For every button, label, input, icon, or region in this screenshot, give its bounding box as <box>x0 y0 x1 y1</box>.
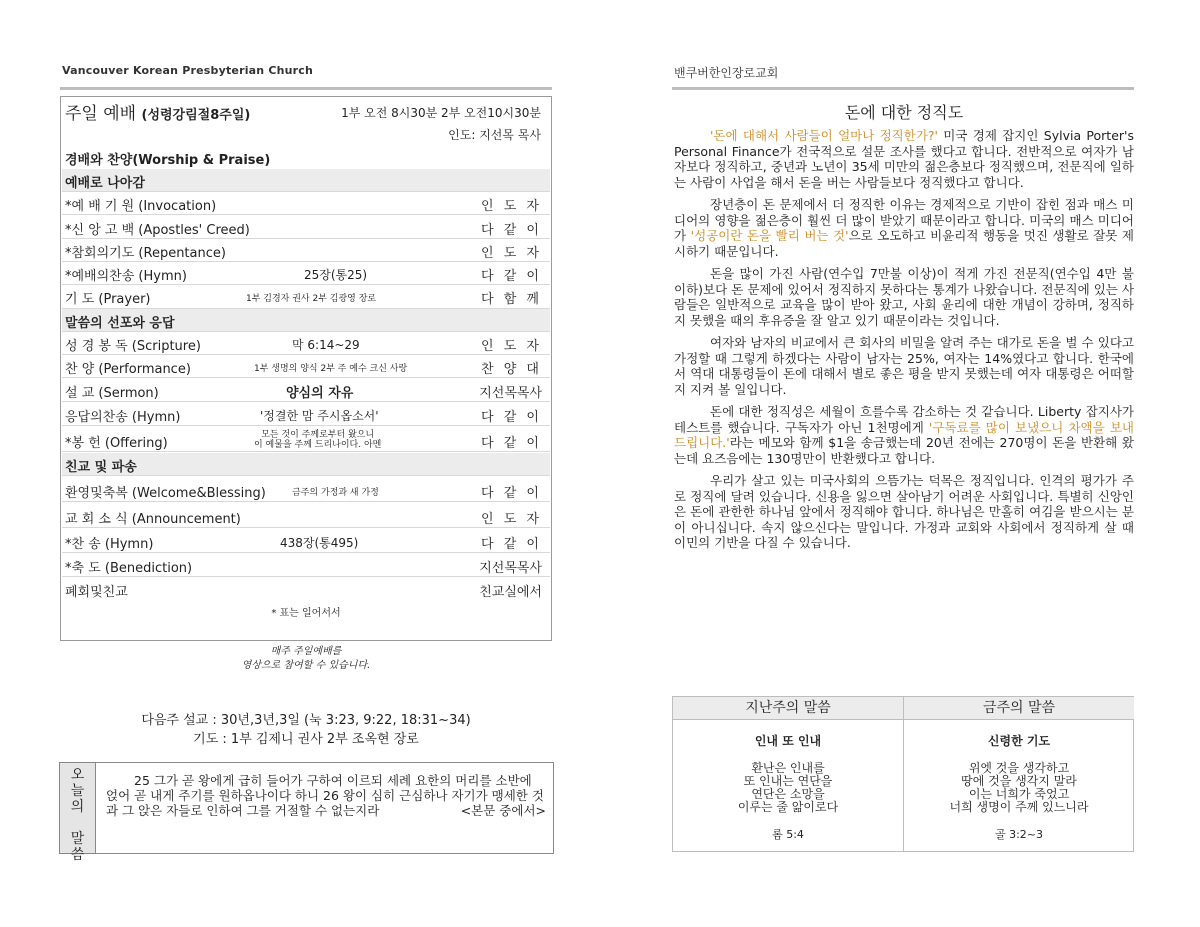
article-body <box>674 128 1134 558</box>
item-leader: 다 같 이 <box>481 269 542 284</box>
item-label: *찬 송 (Hymn) <box>65 537 154 552</box>
left-header-rule <box>60 87 552 90</box>
item-detail: 막 6:14~29 <box>292 338 360 352</box>
item-leader: 다 같 이 <box>481 486 542 501</box>
todays-word-body: 25 그가 곧 왕에게 급히 들어가 구하여 이르되 세례 요한의 머리를 소반에 얹어 곧 내게 주기를 원하옵나이다 하니 26 왕이 심히 근심하나 자기가 맹세한 것과 그 앉은 자들로 인하여 그를 거절할 수 없는지라 <box>106 773 544 818</box>
section-approach <box>62 169 550 192</box>
item-detail: 25장(통25) <box>304 268 368 282</box>
item-detail: '정결한 맘 주시옵소서' <box>260 409 379 423</box>
item-label: 교 회 소 식 (Announcement) <box>65 512 241 527</box>
item-leader: 지선목목사 <box>479 561 542 576</box>
offering-line-2: 이 예물을 주께 드리나이다. 아멘 <box>254 440 382 450</box>
service-title-main: 주일 예배 <box>65 104 137 124</box>
order-item-repentance <box>62 239 550 262</box>
todays-word-text <box>106 773 546 818</box>
order-item-closing <box>62 578 550 601</box>
item-leader: 지선목목사 <box>479 386 542 401</box>
item-leader: 친교실에서 <box>479 585 542 600</box>
section-fellowship <box>62 453 550 476</box>
church-name-english: Vancouver Korean Presbyterian Church <box>62 64 314 77</box>
item-label: *신 앙 고 백 (Apostles' Creed) <box>65 223 250 238</box>
item-leader: 인 도 자 <box>481 512 542 527</box>
this-week-title: 신령한 기도 <box>987 734 1051 748</box>
item-label: 성 경 봉 독 (Scripture) <box>65 339 201 354</box>
next-week-info <box>60 711 552 749</box>
order-item-welcome <box>62 479 550 502</box>
last-week-reference: 롬 5:4 <box>772 828 804 841</box>
item-leader: 다 같 이 <box>481 436 542 451</box>
article-paragraph: 우리가 살고 있는 미국사회의 으뜸가는 덕목은 정직입니다. 인격의 평가가 주로 정직에 달려 있습니다. 신용을 잃으면 살아남기 어려운 사회입니다. 특별히 신앙인은 돈에 관한한 하나님 앞에서 정직해야 합니다. 하나님은 만홀히 여김을 받으시는 분이 아니십니다. 속지 않으신다는 말입니다. 가정과 교회와 사회에서 정직하게 살 때 이민의 기반을 다질 수 있습니다. <box>674 473 1134 550</box>
item-leader: 다 같 이 <box>481 410 542 425</box>
article-paragraph: 장년층이 돈 문제에서 더 정직한 이유는 경제적으로 기반이 잡힌 점과 매스 미디어의 영향을 젊은층이 훨씬 더 많이 받았기 때문이라고 합니다. 미국의 매스 미디어가 '성공이란 돈을 빨리 버는 것'으로 오도하고 비윤리적 행동을 멋진 생활로 잘못 제시하기 때문입니다. <box>674 197 1135 259</box>
item-detail: 438장(통495) <box>280 536 359 550</box>
order-item-benediction <box>62 554 550 577</box>
item-label: 기 도 (Prayer) <box>65 292 151 307</box>
right-header-rule <box>672 87 1134 90</box>
section-label: 예배로 나아감 <box>65 176 145 191</box>
standing-note: * 표는 일어서서 <box>271 608 341 619</box>
last-week-title: 인내 또 인내 <box>754 734 822 748</box>
order-item-sermon <box>62 379 550 402</box>
welcome-note: 금주의 가정과 새 가정 <box>292 488 379 498</box>
article-paragraph: 돈에 대한 정직성은 세월이 흐를수록 감소하는 것 같습니다. Liberty 잡지사가 테스트를 했습니다. 구독자가 아닌 1천명에게 '구독료를 많이 보냈으니 차액을 보내드립니다.'라는 메모와 함께 $1을 송금했는데 20년 전에는 270명이 돈을 반환해 왔는데 요즈음에는 130명만이 반환했다고 합니다. <box>674 404 1134 466</box>
item-label: *예배의찬송 (Hymn) <box>65 269 187 284</box>
last-week-header: 지난주의 말씀 <box>673 697 903 720</box>
item-label: 응답의찬송 (Hymn) <box>65 410 181 425</box>
section-word <box>62 309 550 332</box>
highlight-quote: '성공이란 돈을 빨리 버는 것' <box>690 228 849 243</box>
service-times: 1부 오전 8시30분 2부 오전10시30분 <box>341 106 541 120</box>
article-paragraph: 여자와 남자의 비교에서 큰 회사의 비밀을 알려 주는 대가로 돈을 벌 수 있다고 가정할 때 그렇게 하겠다는 사람이 남자는 25%, 여자는 14%였다고 합니다. 한국에서 역대 대통령들이 돈에 대해서 별로 좋은 평을 받지 못했는데 여자 대통령은 어떠할지 지켜 볼 일입니다. <box>674 335 1134 397</box>
item-leader: 찬 양 대 <box>481 362 542 377</box>
service-leader: 인도: 지선목 목사 <box>448 128 541 142</box>
this-week-header: 금주의 말씀 <box>904 697 1134 720</box>
item-label: 찬 양 (Performance) <box>65 362 191 377</box>
item-leader: 인 도 자 <box>481 199 542 214</box>
next-prayer: 기도 : 1부 김제니 권사 2부 조옥현 장로 <box>193 732 419 747</box>
todays-word-box <box>59 762 554 863</box>
highlight-quote: '돈에 대해서 사람들이 얼마나 정직한가?' <box>710 128 938 143</box>
next-sermon: 다음주 설교 : 30년,3년,3일 (눅 3:23, 9:22, 18:31~34) <box>141 713 471 728</box>
order-item-offering <box>62 427 550 452</box>
service-title <box>65 99 250 124</box>
item-label: 폐회및친교 <box>65 585 128 600</box>
order-item-response-hymn <box>62 403 550 426</box>
section-label: 친교 및 파송 <box>65 460 137 475</box>
sermon-title: 양심의 자유 <box>286 386 354 401</box>
item-label: *참회의기도 (Repentance) <box>65 246 226 261</box>
item-leader: 다 함 께 <box>481 292 542 307</box>
item-label: *봉 헌 (Offering) <box>65 436 168 451</box>
this-week-verse <box>904 697 1134 851</box>
video-notice <box>60 645 552 673</box>
item-leader: 다 같 이 <box>481 537 542 552</box>
service-subtitle: (성령강림절8주일) <box>141 108 251 123</box>
order-item-scripture <box>62 332 550 355</box>
section-worship-praise <box>62 146 550 169</box>
item-label: 환영및축복 (Welcome&Blessing) <box>65 486 266 501</box>
highlight-quote: '구독료를 많이 보냈으니 차액을 보내드립니다.' <box>674 419 1134 450</box>
item-detail: 1부 김경자 권사 2부 김광영 장로 <box>246 294 377 304</box>
order-item-performance <box>62 355 550 378</box>
order-item-invocation <box>62 192 550 215</box>
last-week-verse <box>673 697 904 851</box>
item-leader: 인 도 자 <box>481 339 542 354</box>
section-label: 말씀의 선포와 응답 <box>65 316 175 331</box>
order-item-announcement <box>62 505 550 528</box>
order-item-hymn-opening <box>62 262 550 285</box>
item-label: *예 배 기 원 (Invocation) <box>65 199 217 214</box>
order-item-closing-hymn <box>62 530 550 553</box>
video-notice-line-2: 영상으로 참여할 수 있습니다. <box>241 660 371 671</box>
item-leader: 인 도 자 <box>481 246 542 261</box>
last-week-text: 환난은 인내를 또 인내는 연단을 연단은 소망을 이루는 줄 앎이로다 <box>737 761 839 814</box>
item-label: 설 교 (Sermon) <box>65 386 159 401</box>
service-order-box <box>60 96 552 641</box>
section-label: 경배와 찬양(Worship & Praise) <box>65 153 271 168</box>
video-notice-line-1: 매주 주일예배를 <box>270 646 342 657</box>
this-week-reference: 골 3:2~3 <box>994 828 1044 841</box>
article-paragraph: 돈을 많이 가진 사람(연수입 7만불 이상)이 적게 가진 전문직(연수입 4만 불 이하)보다 돈 문제에 있어서 정직하지 못하다는 통계가 나왔습니다. 전문직에 있는 사람들은 일반적으로 교육을 많이 받아 왔고, 사회 윤리에 대한 개념이 강하며, 정직하지 못했을 때의 후유증을 잘 알고 있기 때문이라는 것입니다. <box>674 266 1134 328</box>
item-leader: 다 같 이 <box>481 223 542 238</box>
item-detail: 1부 생명의 양식 2부 주 예수 크신 사랑 <box>254 364 408 374</box>
offering-prayer <box>254 430 381 450</box>
article-paragraph: '돈에 대해서 사람들이 얼마나 정직한가?' 미국 경제 잡지인 Sylvia Porter's Personal Finance가 전국적으로 설문 조사를 했다고 합니다. 전반적으로 여자가 남자보다 정직하고, 중년과 노년이 35세 미만의 젊은층보다 정직했으며, 전문직에 일하는 사람이 사업을 해서 돈을 버는 사람들보다 정직했다고 합니다. <box>674 128 1134 190</box>
verse-table <box>672 696 1134 852</box>
item-label: *축 도 (Benediction) <box>65 561 193 576</box>
offering-line-1: 모든 것이 주께로부터 왔으니 <box>261 430 375 440</box>
this-week-text: 위엣 것을 생각하고 땅에 것을 생각지 말라 이는 너희가 죽었고 너희 생명이 주께 있느니라 <box>949 761 1089 814</box>
church-name-korean: 밴쿠버한인장로교회 <box>674 66 779 80</box>
order-item-prayer <box>62 285 550 309</box>
todays-word-source: <본문 중에서> <box>460 803 546 818</box>
order-item-creed <box>62 216 550 239</box>
todays-word-label: 오 늘 의 말 씀 <box>60 763 96 853</box>
article-title: 돈에 대한 정직도 <box>844 103 964 122</box>
